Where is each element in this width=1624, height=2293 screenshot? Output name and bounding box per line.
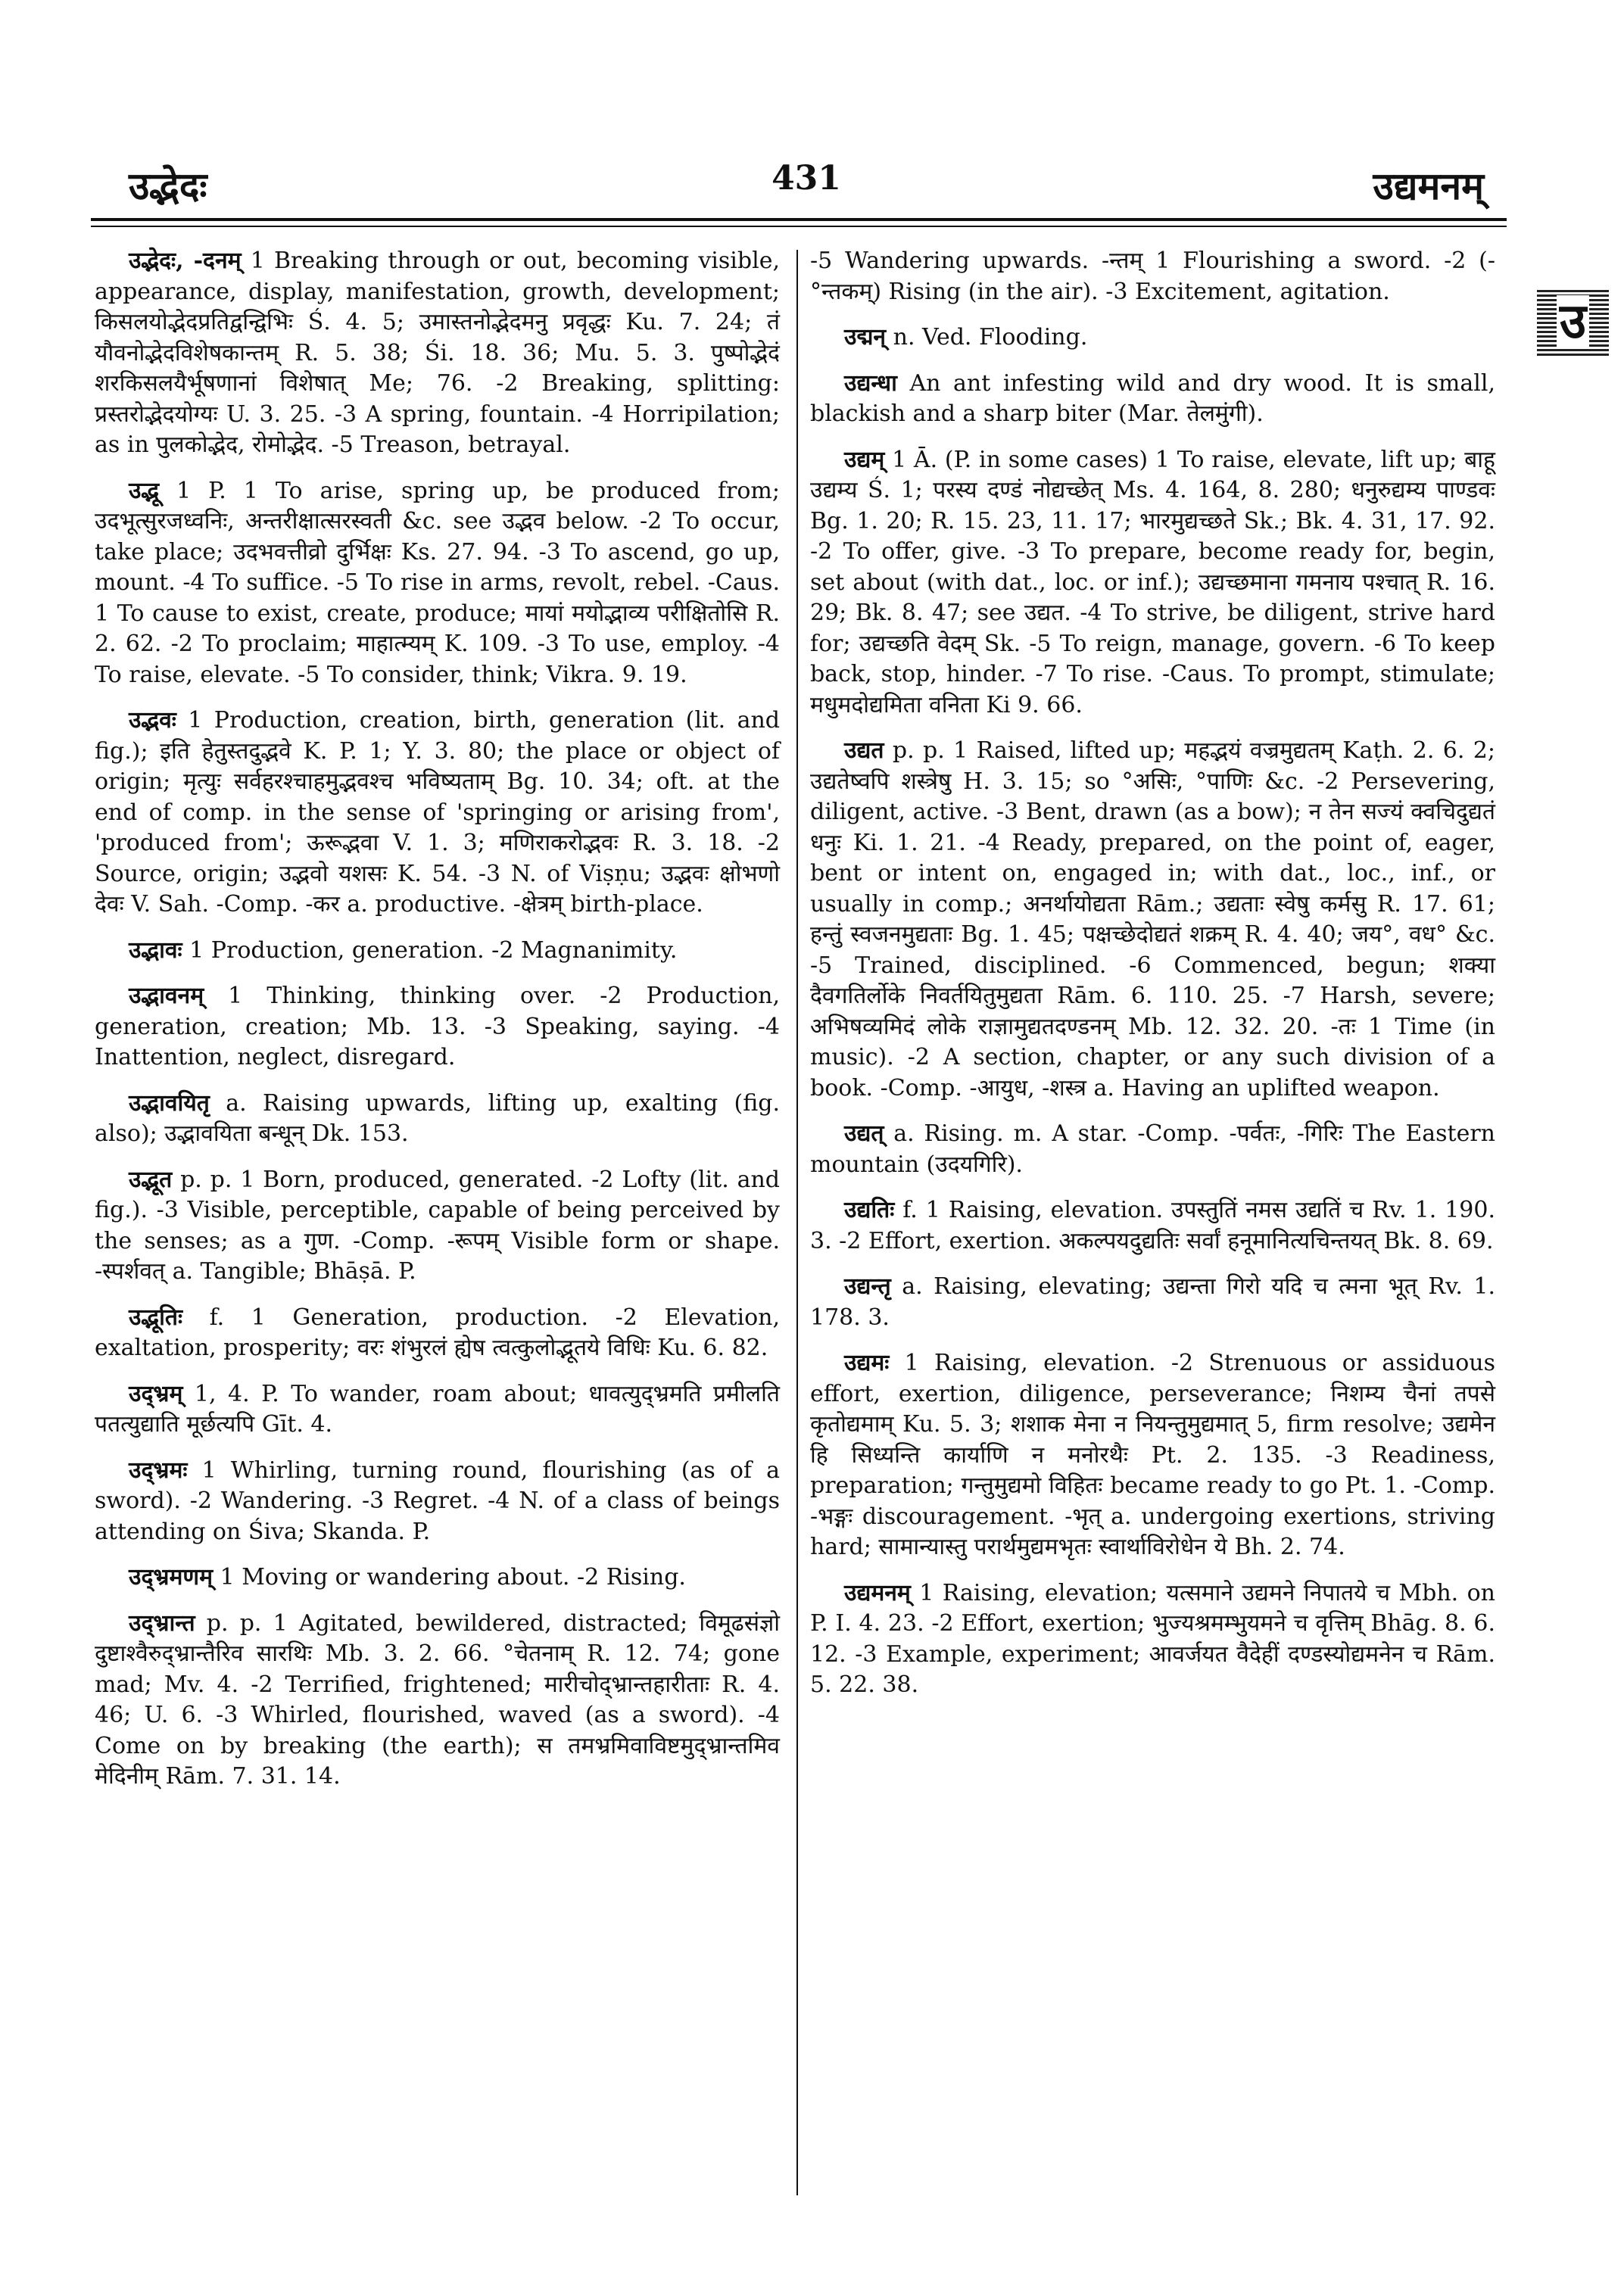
left-running-headword: उद्भेदः <box>129 164 207 208</box>
entry-headword: उद्भूतिः <box>129 1304 183 1331</box>
entry-headword: उद्यतिः <box>844 1197 895 1223</box>
dictionary-entry <box>95 1303 780 1364</box>
header-rule-thin <box>91 226 1507 227</box>
entry-headword: उद्भ्रमणम् <box>129 1564 214 1590</box>
entry-definition: 1 Raising, elevation; यत्समाने उद्यमने निपातये च Mbh. on P. I. 4. 23. -2 Effort, exertion; भुज्यश्रमम्भुयमने च वृत्तिम् Bhāg. 8. 6. 12. -3 Example, experiment; आवर्जयत वैदेहीं दण्डस्योद्यमनेन च Rām. 5. 22. 38. <box>810 1579 1495 1698</box>
dictionary-entry <box>95 1165 780 1288</box>
dictionary-entry <box>95 706 780 921</box>
dictionary-entry <box>95 1609 780 1793</box>
dictionary-entry <box>95 981 780 1073</box>
entry-headword: उद्भावयितृ <box>129 1089 210 1117</box>
dictionary-entry <box>810 1348 1495 1563</box>
entry-definition: f. 1 Generation, production. -2 Elevation, exaltation, prosperity; वरः शंभुरलं ह्येष त्वत्कुलोद्भूतये विधिः Ku. 6. 82. <box>95 1304 780 1361</box>
dictionary-entry <box>95 476 780 691</box>
entry-definition: 1 Production, creation, birth, generation (lit. and fig.); इति हेतुस्तदुद्भवे K. P. 1; Y. 3. 80; the place or object of origin; मृत्युः सर्वहरश्चाहमुद्भवश्च भविष्यताम् Bg. 10. 34; oft. at the end of comp. in the sense of 'springing or arising from', 'produced from'; ऊरूद्भवा V. 1. 3; मणिराकरोद्भवः R. 3. 18. -2 Source, origin; उद्भवो यशसः K. 54. -3 N. of Viṣṇu; उद्भवः क्षोभणो देवः V. Sah. -Comp. -कर a. productive. -क्षेत्रम् birth-place. <box>95 707 780 918</box>
entry-headword: उद्भ्रमः <box>129 1456 188 1484</box>
entry-headword: उद्भावनम् <box>129 983 204 1009</box>
entry-headword: उद्भावः <box>129 936 182 964</box>
dictionary-entry <box>95 1089 780 1150</box>
entry-definition: 1 P. 1 To arise, spring up, be produced from; उदभूत्सुरजध्वनिः, अन्तरीक्षात्सरस्वती &c. see उद्भव below. -2 To occur, take place; उदभवत्तीव्रो दुर्भिक्षः Ks. 27. 94. -3 To ascend, go up, mount. -4 To suffice. -5 To rise in arms, revolt, rebel. -Caus. 1 To cause to exist, create, produce; मायां मयोद्भाव्य परीक्षितोसि R. 2. 62. -2 To proclaim; माहात्म्यम् K. 109. -3 To use, employ. -4 To raise, elevate. -5 To consider, think; Vikra. 9. 19. <box>95 477 780 688</box>
entry-definition: 1 Whirling, turning round, flourishing (as of a sword). -2 Wandering. -3 Regret. -4 N. of a class of beings attending on Śiva; Skanda. P. <box>95 1456 780 1545</box>
dictionary-entry <box>95 246 780 461</box>
entry-headword: उद्यत <box>844 737 884 764</box>
entry-definition: f. 1 Raising, elevation. उपस्तुतिं नमस उद्यतिं च Rv. 1. 190. 3. -2 Effort, exertion. अकल्पयदुद्यतिः सर्वां हनूमानित्यचिन्तयत् Bk. 8. 69. <box>810 1197 1495 1254</box>
entry-definition: p. p. 1 Raised, lifted up; महद्भयं वज्रमुद्यतम् Kaṭh. 2. 6. 2; उद्यतेष्वपि शस्त्रेषु H. 3. 15; so °असिः, °पाणिः &c. -2 Persevering, diligent, active. -3 Bent, drawn (as a bow); न तेन सज्यं क्वचिदुद्यतं धनुः Ki. 1. 21. -4 Ready, prepared, on the point of, eager, bent or intent on, engaged in; with dat., loc., inf., or usually in comp.; अनर्थायोद्यता Rām.; उद्यताः स्वेषु कर्मसु R. 17. 61; हन्तुं स्वजनमुद्यताः Bg. 1. 45; पक्षच्छेदोद्यतं शक्रम् R. 4. 40; जय°, वध° &c. -5 Trained, disciplined. -6 Commenced, begun; शक्या दैवगतिर्लोके निवर्तयितुमुद्यता Rām. 6. 110. 25. -7 Harsh, severe; अभिषव्यमिदं लोके राज्ञामुद्यतदण्डनम् Mb. 12. 32. 20. -तः 1 Time (in music). -2 A section, chapter, or any such division of a book. -Comp. -आयुध, -शस्त्र a. Having an uplifted weapon. <box>810 737 1495 1101</box>
thumb-index-letter: उ <box>1557 295 1589 348</box>
page-number: 431 <box>771 159 841 198</box>
dictionary-entry <box>810 1195 1495 1257</box>
entry-headword: उद्भ्रम् <box>129 1380 183 1407</box>
dictionary-entry <box>810 322 1495 354</box>
entry-headword: उद्मन् <box>844 324 887 350</box>
entry-definition: An ant infesting wild and dry wood. It is small, blackish and a sharp biter (Mar. तेलमुंगी). <box>810 369 1495 427</box>
dictionary-entry <box>95 1379 780 1441</box>
dictionary-entry <box>810 445 1495 721</box>
entry-headword: उद्यमनम् <box>844 1579 911 1606</box>
entry-headword: उद्भ्रान्त <box>129 1609 195 1637</box>
entry-headword: उद्यत् <box>844 1120 884 1147</box>
dictionary-entry <box>810 1272 1495 1333</box>
dictionary-entry <box>95 1562 780 1594</box>
entry-headword: उद्यन्तृ <box>844 1273 891 1300</box>
entry-definition: 1 Ā. (P. in some cases) 1 To raise, elevate, lift up; बाहू उद्यम्य Ś. 1; परस्य दण्डं नोद्यच्छेत् Ms. 4. 164, 8. 280; धनुरुद्यम्य पाण्डवः Bg. 1. 20; R. 15. 23, 11. 17; भारमुद्यच्छते Sk.; Bk. 4. 31, 17. 92. -2 To offer, give. -3 To prepare, become ready for, begin, set about (with dat., loc. or inf.); उद्यच्छमाना गमनाय पश्चात् R. 16. 29; Bk. 8. 47; see उद्यत. -4 To strive, be diligent, strive hard for; उद्यच्छति वेदम् Sk. -5 To reign, manage, govern. -6 To keep back, stop, hinder. -7 To rise. -Caus. To prompt, stimulate; मधुमदोद्यमिता वनिता Ki 9. 66. <box>810 446 1495 718</box>
dictionary-entry <box>810 1119 1495 1180</box>
entry-definition: 1 Moving or wandering about. -2 Rising. <box>220 1564 686 1590</box>
entry-definition: -5 Wandering upwards. -न्तम् 1 Flourishing a sword. -2 (-°न्तकम्) Rising (in the air). -3 Excitement, agitation. <box>810 248 1495 305</box>
dictionary-entry <box>810 736 1495 1104</box>
entry-definition: a. Raising upwards, lifting up, exalting (fig. also); उद्भावयिता बन्धून् Dk. 153. <box>95 1089 780 1147</box>
entry-headword: उद्भवः <box>129 707 176 734</box>
entry-definition: p. p. 1 Agitated, bewildered, distracted; विमूढसंज्ञो दुष्टाश्वैरुद्भ्रान्तैरिव सारथिः Mb. 3. 2. 66. °चेतनाम् R. 12. 74; gone mad; Mv. 4. -2 Terrified, frightened; मारीचोद्भ्रान्तहारीताः R. 4. 46; U. 6. -3 Whirled, flourished, waved (as a sword). -4 Come on by breaking (the earth); स तमभ्रमिवाविष्टमुद्भ्रान्तमिव मेदिनीम् Rām. 7. 31. 14. <box>95 1609 780 1790</box>
entry-definition: a. Raising, elevating; उद्यन्ता गिरो यदि च त्मना भूत् Rv. 1. 178. 3. <box>810 1273 1495 1331</box>
entry-definition: 1 Breaking through or out, becoming visible, appearance, display, manifestation, growth, development; किसलयोद्भेदप्रतिद्वन्द्विभिः Ś. 4. 5; उमास्तनोद्भेदमनु प्रवृद्धः Ku. 7. 24; तं यौवनोद्भेदविशेषकान्तम् R. 5. 38; Śi. 18. 36; Mu. 5. 3. पुष्पोद्भेदं शरकिसलयैर्भूषणानां विशेषात् Me; 76. -2 Breaking, splitting: प्रस्तरोद्भेदयोग्यः U. 3. 25. -3 A spring, fountain. -4 Horripilation; as in पुलकोद्भेद, रोमोद्भेद. -5 Treason, betrayal. <box>95 248 780 458</box>
entry-definition: 1 Thinking, thinking over. -2 Production, generation, creation; Mb. 13. -3 Speaking, saying. -4 Inattention, neglect, disregard. <box>95 983 780 1070</box>
entry-definition: n. Ved. Flooding. <box>893 324 1088 350</box>
entry-definition: 1, 4. P. To wander, roam about; धावत्युद्भ्रमति प्रमीलति पतत्युद्याति मूर्छत्यपि Gīt. 4. <box>95 1380 780 1438</box>
entry-headword: उद्यन्धा <box>844 369 897 397</box>
column-divider <box>796 250 798 2195</box>
entry-definition: a. Rising. m. A star. -Comp. -पर्वतः, -गिरिः The Eastern mountain (उदयगिरि). <box>810 1120 1495 1178</box>
dictionary-entry <box>95 936 780 967</box>
dictionary-entry-continued <box>810 246 1495 307</box>
dictionary-entry <box>810 369 1495 430</box>
entry-headword: उद्यमः <box>844 1350 890 1376</box>
entry-definition: 1 Raising, elevation. -2 Strenuous or assiduous effort, exertion, diligence, perseverance; निशम्य चैनां तपसे कृतोद्यमाम् Ku. 5. 3; शशाक मेना न नियन्तुमुद्यमात् 5, firm resolve; उद्यमेन हि सिध्यन्ति कार्याणि न मनोरथैः Pt. 2. 135. -3 Readiness, preparation; गन्तुमुद्यमो विहितः became ready to go Pt. 1. -Comp. -भङ्गः discouragement. -भृत् a. undergoing exertions, striving hard; सामान्यास्तु परार्थमुद्यमभृतः स्वार्थाविरोधेन ये Bh. 2. 74. <box>810 1350 1495 1560</box>
entry-headword: उद्भूत <box>129 1166 173 1193</box>
dictionary-entry <box>95 1456 780 1548</box>
left-column <box>95 246 780 1808</box>
thumb-index-tab <box>1537 288 1609 356</box>
entry-headword: उद्भू <box>129 477 160 504</box>
entry-headword: उद्यम् <box>844 446 885 473</box>
right-column <box>810 246 1495 1716</box>
header-rule-thick <box>91 218 1507 221</box>
right-running-headword: उद्यमनम् <box>1373 164 1484 208</box>
entry-definition: p. p. 1 Born, produced, generated. -2 Lofty (lit. and fig.). -3 Visible, perceptible, capable of being perceived by the senses; as a गुण. -Comp. -रूपम् Visible form or shape. -स्पर्शवत् a. Tangible; Bhāṣā. P. <box>95 1166 780 1285</box>
entry-definition: 1 Production, generation. -2 Magnanimity. <box>189 936 678 964</box>
entry-headword: उद्भेदः, -दनम् <box>129 248 242 274</box>
page-header <box>114 151 1499 220</box>
dictionary-entry <box>810 1578 1495 1701</box>
